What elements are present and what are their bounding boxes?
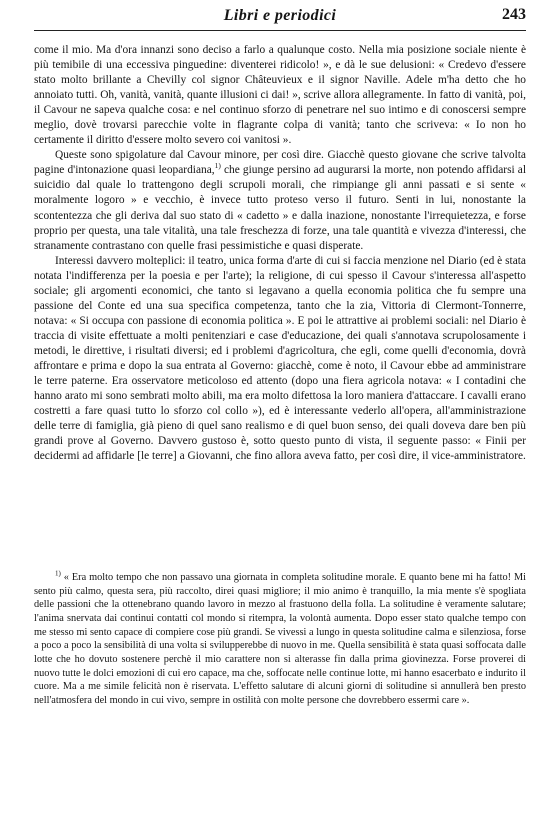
running-title: Libri e periodici bbox=[223, 7, 337, 24]
paragraph-2-text-before-note: Queste sono spigolature dal Cavour minore, per così dire. Giacchè questo giovane che scrive talvolta pagine d'intonazione quasi leopardiana, bbox=[34, 149, 526, 177]
footnote-1-text: « Era molto tempo che non passavo una giornata in completa solitudine morale. E quanto bene mi ha fatto! Mi sento più calmo, questa sera, più raccolto, direi quasi migliore; il mio animo è tranquillo, la mia mente s'è spogliata delle passioni che la ottenebrano quando lavoro in mezzo al frastuono della folla. La solitudine è veramente salutare; l'anima snervata dai continui contatti col mondo si ritempra, la volontà aumenta. Dopo esser stato qualche tempo con me stesso mi sento capace di compiere cose più grandi. Se vivessi a lungo in questa solitudine calma e silenziosa, forse a poco a poco la sensibilità di una volta si svilupperebbe di nuovo in me. Quella sensibilità è stata quasi soffocata dalle lotte che ho dovuto sostenere perchè il mio carattere non si alterasse fin dalla prima giovinezza. Forse proverei di nuovo tutte le dolci emozioni di cui ero capace, ma che, soffocate nelle continue lotte, mi hanno esacerbato e indurito il cuore. Ma a me simile felicità non è riservata. L'effetto salutare di alcuni giorni di solitudine si annullerà ben presto nell'atmosfera del mondo in cui vivo, sempre in ostilità con molte persone che dovrebbero essermi care ». bbox=[34, 572, 527, 706]
paragraph-3: Interessi davvero molteplici: il teatro, unica forma d'arte di cui si faccia menzione nel Diario (ed è stata notata l'indifferenza per la poesia e per l'arte); la religione, di cui spesso il Cavour s'interessa all'aspetto sociale; gli argomenti economici, che tanto si legavano a quella economia politica che fu sempre una passione del Conte ed una sua specifica competenza, tanto che la zia, Vittoria di Clermont-Tonnerre, notava: « Si occupa con passione di economia politica ». E poi le attrattive ai problemi sociali: nel Diario è traccia di visite effettuate a molti penitenziari e case d'educazione, dei quali s'annotava scrupolosamente i metodi, le direttive, i risultati diversi; ed i problemi d'agricoltura, che egli, come quelli d'economia, dovrà affrontare e prima e dopo la sua entrata al Governo: giacchè, come è noto, il Cavour ebbe ad amministrare le terre paterne. Era osservatore meticoloso ed attento (dopo una fiera agricola notava: « I contadini che hanno arato mi sono sembrati molto abili, ma era molto difettosa la loro maniera d'attaccare. I cavalli erano costretti a fare quasi tutto lo sforzo col collo »), ed è interessante vederlo all'opera, all'amministrazione delle terre di famiglia, già pieno di quel sano realismo e di quel buon senso, dei quali doveva dare ben più grandi prove al Governo. Davvero gustoso è, sotto questo punto di vista, il seguente passo: « Finii per decidermi ad affidarle [le terre] a Giovanni, che fino allora aveva fatto, per così dire, il vice-amministratore. bbox=[34, 254, 526, 463]
page-number: 243 bbox=[502, 6, 526, 23]
paragraph-2-text-after-note: che giunge persino ad augurarsi la morte, non potendo affidarsi al suicidio dal quale lo trattengono degli scrupoli morali, che rimpiange gli anni passati e si sente « moralmente logoro » e vecchio, è invece tutto proteso verso il futuro. Senti in lui, nonostante la scontentezza che gli deriva dal suo stato di « cadetto » e dalla inazione, nonostante l'irrequietezza, e forse proprio per questa, una tale vitalità, una tale freschezza di forze, una tale quantità e vivezza d'interessi, che stranamente contrastano con quelle frasi pessimistiche e quasi disperate. bbox=[34, 164, 527, 252]
footnote-reference-1: 1) bbox=[214, 161, 221, 171]
running-header bbox=[34, 0, 526, 31]
book-page bbox=[34, 0, 526, 830]
footnote-1 bbox=[34, 571, 526, 708]
footnotes bbox=[34, 571, 526, 708]
paragraph-2 bbox=[34, 148, 526, 253]
paragraph-1: come il mio. Ma d'ora innanzi sono deciso a farlo a qualunque costo. Nella mia posizione sociale niente è più temibile di una eccessiva pinguedine: diventerei ridicolo! », e dà le sue delusioni: « Credevo d'essere stato molto brillante a Chevilly col signor Châteuvieux e il signor Naville. Adele m'ha detto che ho annoiato tutti. Oh, vanità, vanità, quante illusioni ci dai! », scrive allora allegramente. In fatto di vanità, poi, il Cavour ne sapeva qualche cosa: e nel continuo sforzo di penetrare nel suo intimo e di conoscersi sempre meglio, dovè trovarsi parecchie volte in flagrante colpa di vanità; tanto che scriveva: « Io non ho certamente il diritto d'essere molto severo coi vanitosi ». bbox=[34, 44, 526, 147]
footnote-1-marker: 1) bbox=[55, 569, 61, 578]
main-text bbox=[34, 43, 526, 464]
